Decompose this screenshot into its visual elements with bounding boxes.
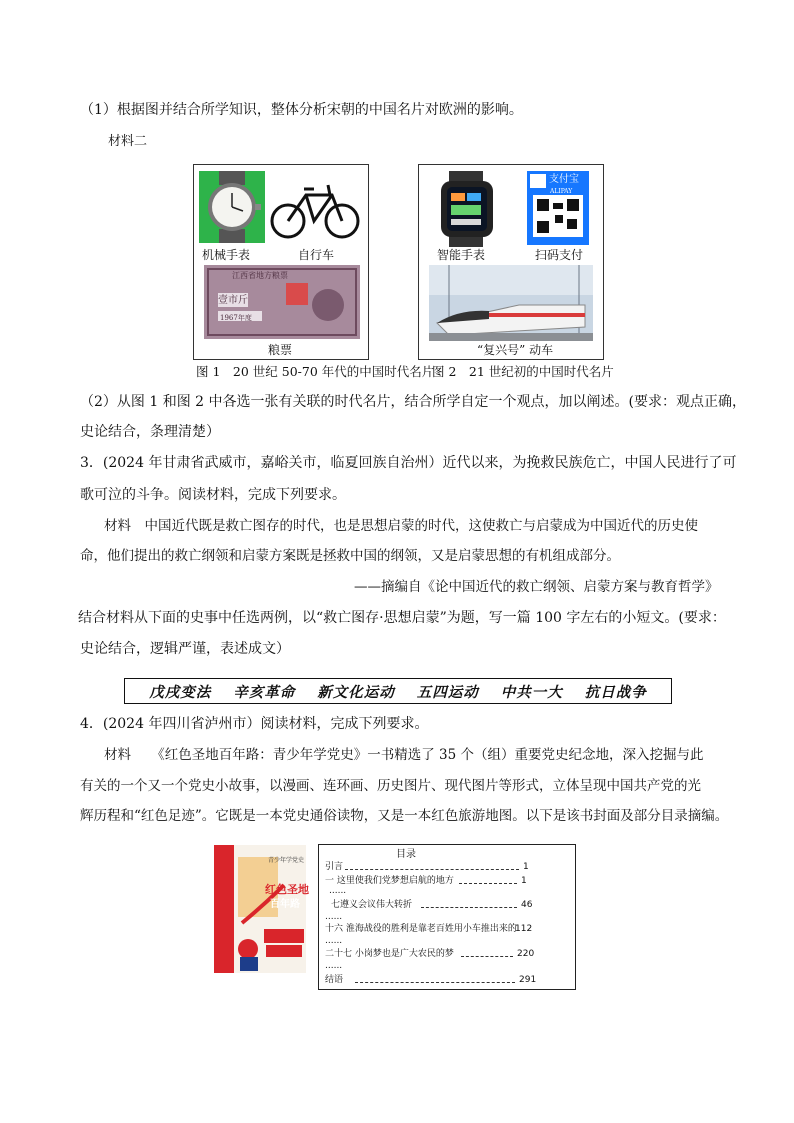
question-1-text: （1）根据图并结合所学知识，整体分析宋朝的中国名片对欧洲的影响。: [80, 102, 523, 118]
toc-entry-page: 112: [515, 924, 533, 934]
toc-leader: [421, 907, 517, 908]
question-2-line-2: 史论结合，条理清楚）: [80, 424, 220, 440]
toc-leader: [459, 883, 517, 884]
event-item: 戊戌变法: [149, 683, 212, 701]
table-of-contents: [318, 844, 576, 990]
alipay-en: ALIPAY: [550, 188, 573, 195]
label-smartwatch: 智能手表: [437, 248, 486, 262]
label-scanpay: 扫码支付: [535, 248, 584, 262]
label-ticket: 粮票: [268, 343, 293, 357]
question-4-material-line-3: 辉历程和“红色足迹”。它既是一本党史通俗读物，又是一本红色旅游地图。以下是该书封面及部分目录摘编。: [80, 808, 729, 824]
event-item: 中共一大: [500, 683, 563, 701]
ticket-year: 1967年度: [220, 314, 252, 322]
fuxing-train-image: [429, 265, 593, 341]
toc-entry-page: 1: [523, 862, 529, 872]
mechanical-watch-image: [199, 171, 265, 243]
label-bike: 自行车: [298, 248, 335, 262]
toc-entry-page: 220: [517, 949, 535, 959]
question-4-material-line-1: 材料 《红色圣地百年路：青少年学党史》一书精选了 35 个（组）重要党史纪念地，深入挖掘与此: [104, 747, 704, 763]
events-banner: [124, 678, 672, 704]
figure-2-panel: [418, 164, 604, 360]
ticket-title: 江西省地方粮票: [232, 271, 288, 280]
question-3-material-line-2: 命，他们提出的救亡纲领和启蒙方案既是拯救中国的纲领，又是启蒙思想的有机组成部分。: [80, 548, 620, 564]
question-2-line-1: （2）从图 1 和图 2 中各选一张有关联的时代名片，结合所学自定一个观点，加以阐述。(要求：观点正确，: [80, 394, 746, 410]
toc-entry-text: 七遵义会议伟大转折: [331, 900, 413, 910]
book-title-sub: 百年路: [270, 899, 300, 910]
toc-entry-text: 引言: [325, 862, 344, 872]
question-4-material-line-2: 有关的一个又一个党史小故事，以漫画、连环画、历史图片、现代图片等形式，立体呈现中国共产党的光: [80, 778, 701, 794]
bicycle-image: [268, 173, 362, 243]
question-3-line-2: 歌可泣的斗争。阅读材料，完成下列要求。: [80, 487, 346, 503]
question-3-task-line-1: 结合材料从下面的史事中任选两例，以“救亡图存·思想启蒙”为题，写一篇 100 字左右的小短文。(要求：: [78, 610, 726, 626]
toc-ellipsis: ......: [325, 936, 343, 946]
alipay-cn: 支付宝: [549, 174, 579, 185]
book-side-text: 青少年学党史: [268, 857, 305, 864]
toc-leader: [461, 956, 513, 957]
toc-leader: [345, 869, 519, 870]
toc-ellipsis: ......: [329, 886, 347, 896]
question-3-line-1: 3．(2024 年甘肃省武威市，嘉峪关市，临夏回族自治州）近代以来，为挽救民族危亡，中国人民进行了可: [80, 455, 737, 471]
toc-entry-text: 十六 淮海战役的胜利是靠老百姓用小车推出来的: [325, 924, 517, 934]
smartwatch-image: [429, 171, 505, 247]
material-2-label: 材料二: [108, 134, 148, 149]
toc-title: 目录: [396, 849, 416, 860]
toc-entry-text: 一 这里使我们党梦想启航的地方: [325, 876, 454, 886]
event-item: 抗日战争: [584, 683, 647, 701]
toc-entry-text: 结语: [325, 975, 344, 985]
toc-ellipsis: ......: [325, 961, 343, 971]
event-item: 五四运动: [416, 683, 479, 701]
toc-entry-page: 291: [519, 975, 537, 985]
figure-2-caption: 图 2 21 世纪初的中国时代名片: [432, 364, 614, 379]
toc-leader: [355, 982, 515, 983]
toc-entry-page: 46: [521, 900, 533, 910]
toc-entry-page: 1: [521, 876, 527, 886]
label-train: “复兴号” 动车: [477, 343, 554, 357]
ticket-value: 壹市斤: [218, 295, 248, 306]
question-3-source: ——摘编自《论中国近代的救亡纲领、启蒙方案与教育哲学》: [354, 579, 719, 595]
figure-1-caption: 图 1 20 世纪 50-70 年代的中国时代名片: [196, 364, 435, 379]
toc-entry-text: 二十七 小岗梦也是广大农民的梦: [325, 949, 454, 959]
label-watch: 机械手表: [202, 248, 251, 262]
toc-ellipsis: ......: [325, 912, 343, 922]
question-3-material-line-1: 材料 中国近代既是救亡图存的时代，也是思想启蒙的时代，这使救亡与启蒙成为中国近代的历史使: [104, 518, 698, 534]
question-3-task-line-2: 史论结合，逻辑严谨，表述成文）: [80, 641, 290, 657]
question-4-line-1: 4．(2024 年四川省泸州市）阅读材料，完成下列要求。: [80, 716, 429, 732]
figure-1-panel: [193, 164, 369, 360]
event-item: 辛亥革命: [233, 683, 296, 701]
event-item: 新文化运动: [317, 683, 395, 701]
book-title-big: 红色圣地: [265, 883, 309, 896]
